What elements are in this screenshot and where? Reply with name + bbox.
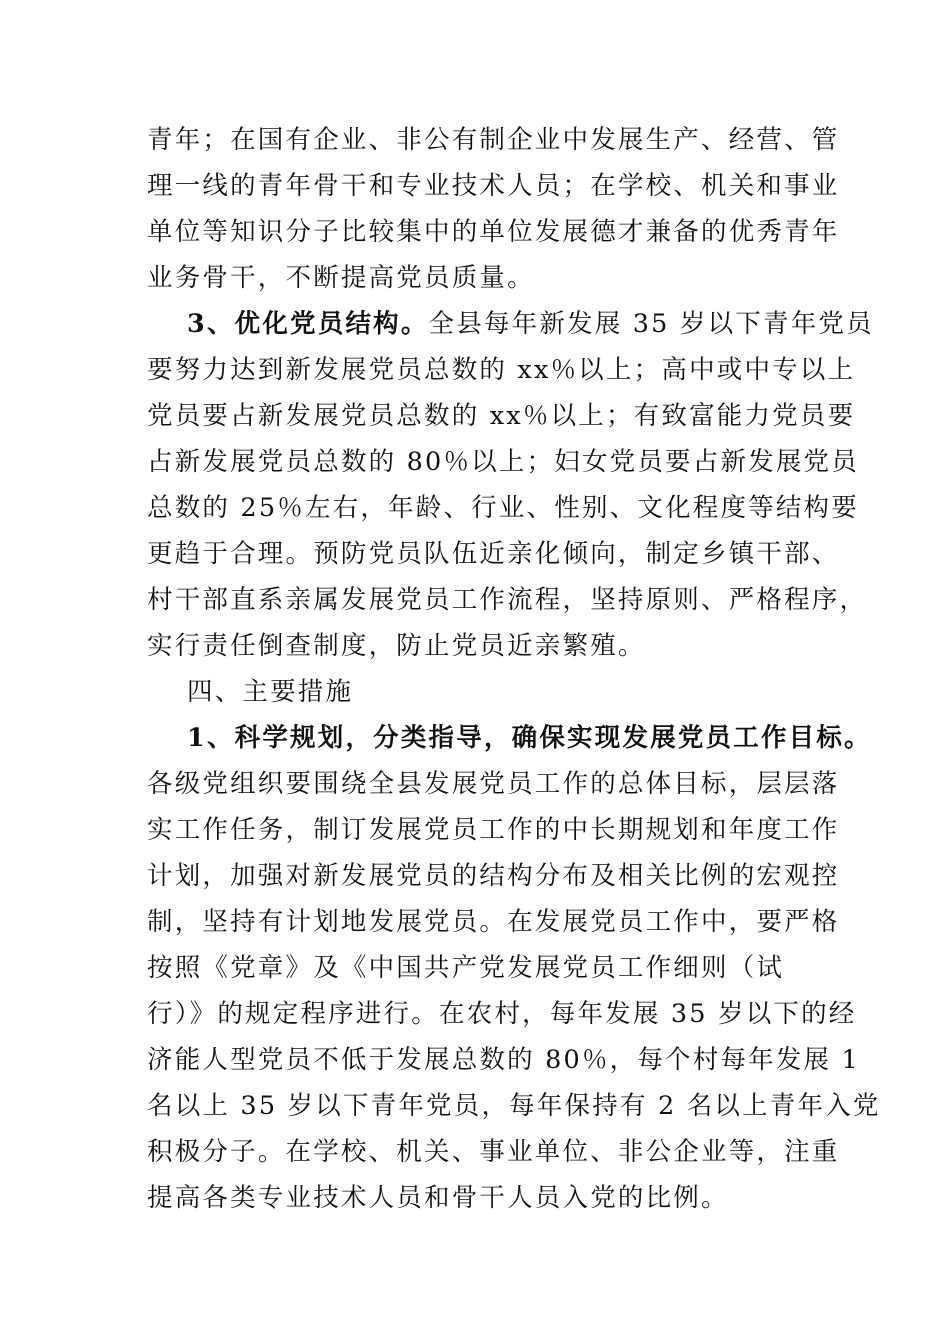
paragraph-line: 实行责任倒查制度，防止党员近亲繁殖。 xyxy=(147,631,646,661)
measure-1-heading: 1、科学规划，分类指导，确保实现发展党员工作目标。 xyxy=(187,723,872,753)
paragraph-line: 名以上 35 岁以下青年党员，每年保持有 2 名以上青年入党 xyxy=(147,1091,881,1121)
paragraph-line: 更趋于合理。预防党员队伍近亲化倾向，制定乡镇干部、 xyxy=(147,539,840,569)
paragraph-line: 提高各类专业技术人员和骨干人员入党的比例。 xyxy=(147,1183,729,1213)
paragraph-line: 要努力达到新发展党员总数的 xx％以上；高中或中专以上 xyxy=(147,355,856,385)
paragraph-line: 行）》的规定程序进行。在农村，每年发展 35 岁以下的经 xyxy=(147,999,857,1029)
section-3-heading: 3、优化党员结构。 xyxy=(187,309,429,339)
paragraph-line: 占新发展党员总数的 80％以上；妇女党员要占新发展党员 xyxy=(147,447,859,477)
paragraph-line: 理一线的青年骨干和专业技术人员；在学校、机关和事业 xyxy=(147,171,840,201)
paragraph-line: 村干部直系亲属发展党员工作流程，坚持原则、严格程序， xyxy=(147,585,868,615)
paragraph-line: 各级党组织要围绕全县发展党员工作的总体目标，层层落 xyxy=(147,769,840,799)
paragraph-line: 计划，加强对新发展党员的结构分布及相关比例的宏观控 xyxy=(147,861,840,891)
paragraph-line: 实工作任务，制订发展党员工作的中长期规划和年度工作 xyxy=(147,815,840,845)
paragraph-line: 济能人型党员不低于发展总数的 80％，每个村每年发展 1 xyxy=(147,1045,860,1075)
paragraph-line: 按照《党章》及《中国共产党发展党员工作细则（试 xyxy=(147,953,785,983)
section-3-first-line-text: 全县每年新发展 35 岁以下青年党员 xyxy=(428,309,874,339)
paragraph-line: 青年；在国有企业、非公有制企业中发展生产、经营、管 xyxy=(147,125,840,155)
section-3-first-line xyxy=(187,304,874,344)
paragraph-line: 业务骨干，不断提高党员质量。 xyxy=(147,263,535,293)
section-4-heading: 四、主要措施 xyxy=(187,677,354,707)
paragraph-line: 单位等知识分子比较集中的单位发展德才兼备的优秀青年 xyxy=(147,217,840,247)
paragraph-line: 党员要占新发展党员总数的 xx％以上；有致富能力党员要 xyxy=(147,401,856,431)
paragraph-line: 制，坚持有计划地发展党员。在发展党员工作中，要严格 xyxy=(147,907,840,937)
paragraph-line: 积极分子。在学校、机关、事业单位、非公企业等，注重 xyxy=(147,1137,840,1167)
paragraph-line: 总数的 25％左右，年龄、行业、性别、文化程度等结构要 xyxy=(147,493,859,523)
